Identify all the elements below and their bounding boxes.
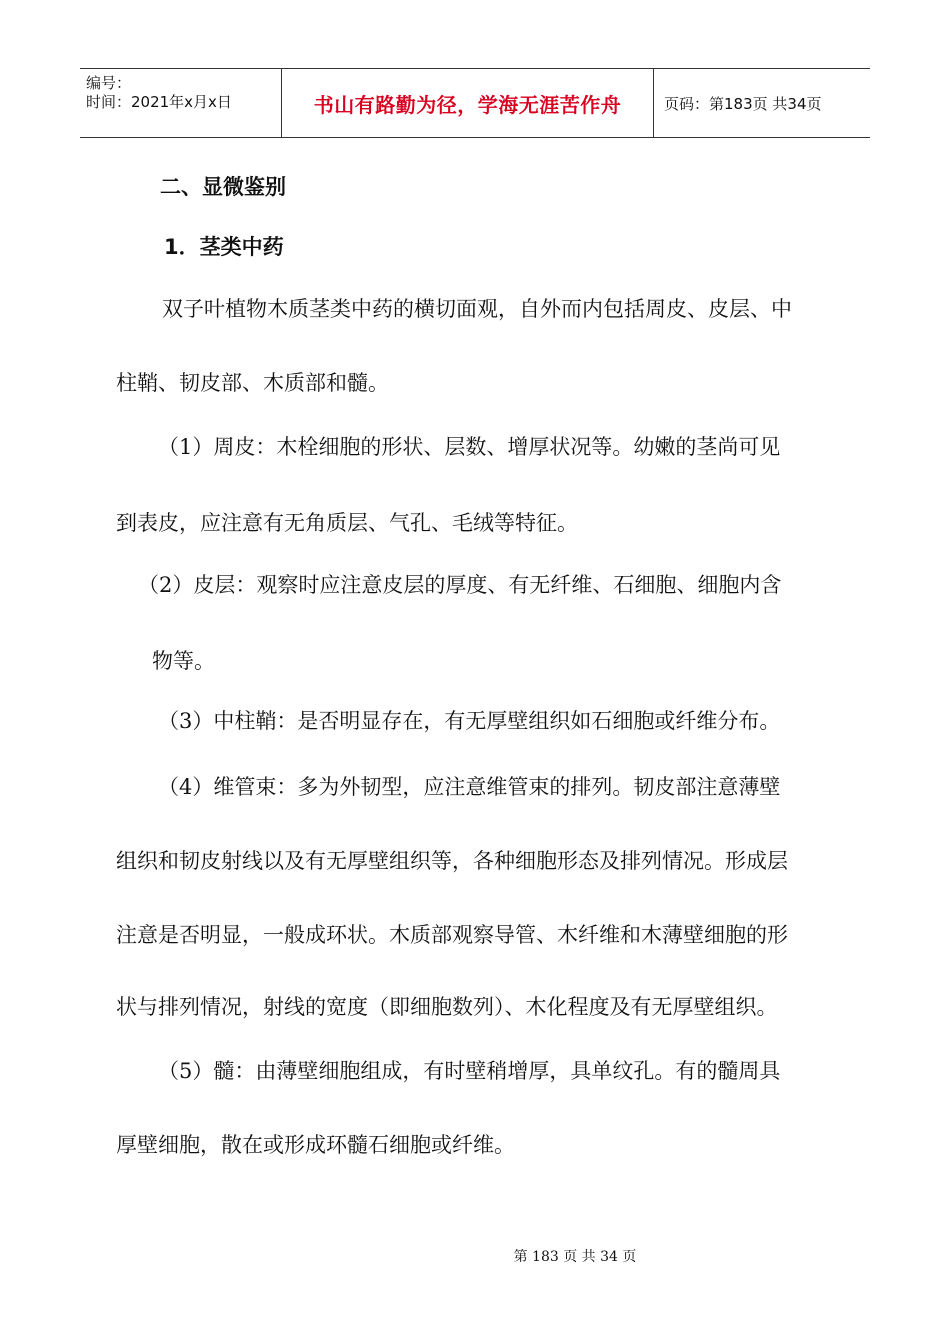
paragraph-line: 注意是否明显，一般成环状。木质部观察导管、木纤维和木薄壁细胞的形	[116, 923, 788, 947]
paragraph-line: 状与排列情况，射线的宽度（即细胞数列）、木化程度及有无厚壁组织。	[116, 995, 778, 1019]
paragraph-line: 物等。	[152, 649, 215, 673]
paragraph-line: （1）周皮：木栓细胞的形状、层数、增厚状况等。幼嫩的茎尚可见	[158, 435, 781, 459]
paragraph-line: （3）中柱鞘：是否明显存在，有无厚壁组织如石细胞或纤维分布。	[158, 709, 781, 733]
paragraph-line: （4）维管束：多为外韧型，应注意维管束的排列。韧皮部注意薄壁	[158, 775, 781, 799]
header-motto-cell	[281, 69, 654, 137]
page-footer	[0, 1246, 950, 1266]
paragraph-line: 到表皮，应注意有无角质层、气孔、毛绒等特征。	[116, 511, 578, 535]
footer-page-number: 第 183 页 共 34 页	[513, 1249, 637, 1265]
subsection-title: 1．茎类中药	[164, 235, 284, 259]
header-page-info: 页码：第183页 共34页	[664, 94, 822, 113]
paragraph-line: （5）髓：由薄壁细胞组成，有时壁稍增厚，具单纹孔。有的髓周具	[158, 1059, 781, 1083]
paragraph-line: 厚壁细胞，散在或形成环髓石细胞或纤维。	[116, 1133, 515, 1157]
motto-text: 书山有路勤为径，学海无涯苦作舟	[313, 92, 622, 117]
section-title: 二、显微鉴别	[160, 175, 286, 199]
header-page-cell	[654, 69, 880, 137]
header-meta-cell	[80, 69, 280, 137]
document-date: 时间：2021年x月x日	[86, 93, 232, 111]
paragraph-line: 柱鞘、韧皮部、木质部和髓。	[116, 371, 389, 395]
document-header	[80, 68, 870, 138]
paragraph-line: （2）皮层：观察时应注意皮层的厚度、有无纤维、石细胞、细胞内含	[138, 573, 782, 597]
paragraph-line: 双子叶植物木质茎类中药的横切面观，自外而内包括周皮、皮层、中	[162, 297, 792, 321]
document-number-label: 编号：	[86, 74, 132, 92]
paragraph-line: 组织和韧皮射线以及有无厚壁组织等，各种细胞形态及排列情况。形成层	[116, 849, 788, 873]
